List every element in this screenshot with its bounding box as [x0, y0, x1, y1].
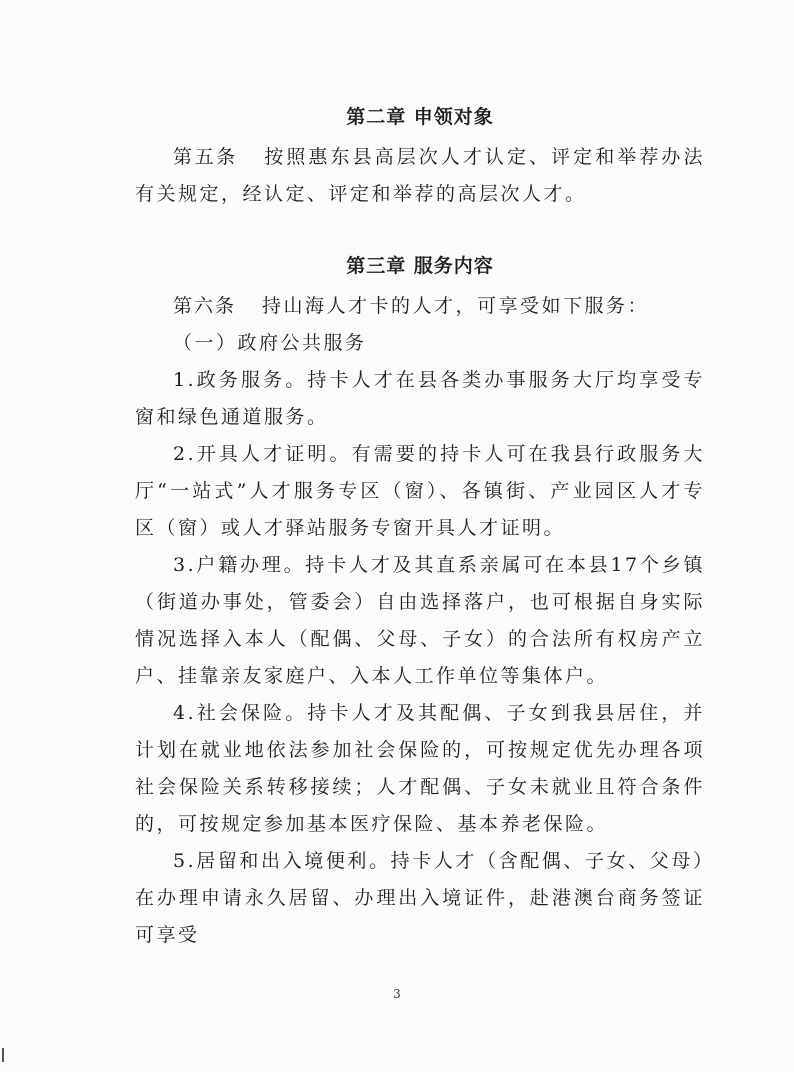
- scan-edge-mark: [2, 1048, 4, 1062]
- list-item: 1.政务服务。持卡人才在县各类办事服务大厅均享受专窗和绿色通道服务。: [135, 369, 705, 428]
- section-heading-government-services: （一）政府公共服务: [173, 332, 367, 354]
- article-6-text: 持山海人才卡的人才，可享受如下服务：: [262, 295, 650, 317]
- chapter-3-title: 第三章 服务内容: [346, 255, 494, 277]
- chapter-2-title: 第二章 申领对象: [346, 106, 494, 128]
- article-6: [135, 288, 705, 325]
- article-6-label: 第六条: [173, 295, 237, 317]
- list-item: 5.居留和出入境便利。持卡人才（含配偶、子女、父母）在办理申请永久居留、办理出入境证件，赴港澳台商务签证可享受: [135, 850, 705, 946]
- page-number: 3: [393, 987, 401, 1001]
- list-item: 4.社会保险。持卡人才及其配偶、子女到我县居住，并计划在就业地依法参加社会保险的，可按规定优先办理各项社会保险关系转移接续；人才配偶、子女未就业且符合条件的，可按规定参加基本医疗保险、基本养老保险。: [135, 702, 705, 835]
- article-5-text: 按照惠东县高层次人才认定、评定和举荐办法有关规定，经认定、评定和举荐的高层次人才。: [135, 146, 705, 205]
- document-body: [135, 98, 705, 954]
- article-5-label: 第五条: [173, 146, 238, 168]
- list-item: 2.开具人才证明。有需要的持卡人可在我县行政服务大厅“一站式”人才服务专区（窗）、各镇街、产业园区人才专区（窗）或人才驿站服务专窗开具人才证明。: [135, 443, 705, 539]
- article-5: [135, 139, 705, 213]
- list-item: 3.户籍办理。持卡人才及其直系亲属可在本县17个乡镇（街道办事处，管委会）自由选择落户，也可根据自身实际情况选择入本人（配偶、父母、子女）的合法所有权房产立户、挂靠亲友家庭户、入本人工作单位等集体户。: [135, 554, 705, 687]
